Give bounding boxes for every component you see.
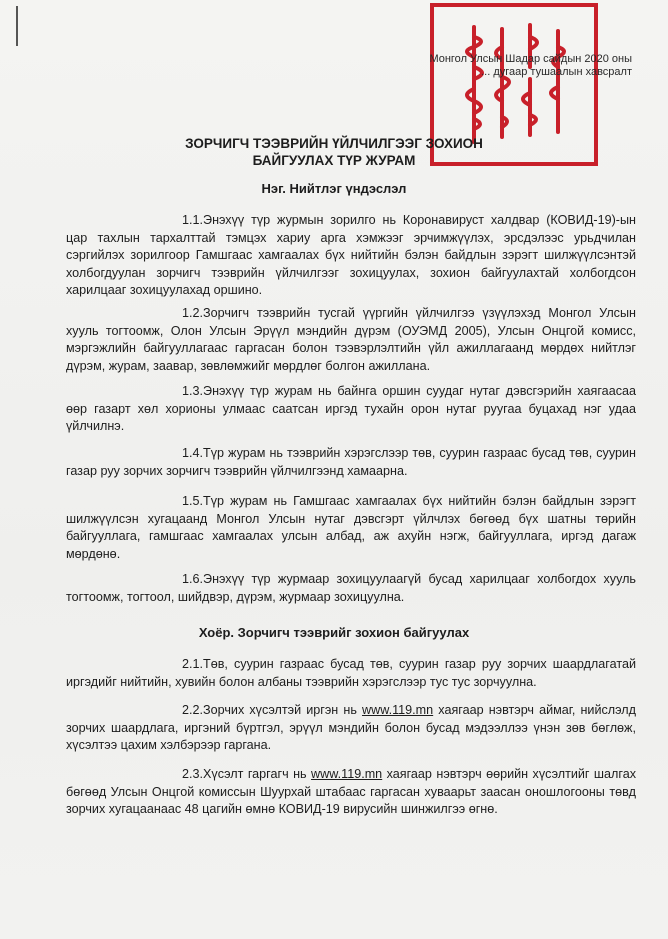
paragraph-1-2 bbox=[66, 305, 636, 375]
website-link[interactable]: www.119.mn bbox=[362, 703, 434, 717]
scan-edge-mark bbox=[16, 6, 18, 46]
paragraph-1-3 bbox=[66, 383, 636, 436]
paragraph-number: 2.2. bbox=[182, 703, 204, 717]
website-link[interactable]: www.119.mn bbox=[311, 767, 383, 781]
paragraph-1-5 bbox=[66, 493, 636, 563]
paragraph-text: Түр журам нь тээврийн хэрэгслээр төв, суурин газраас бусад төв, суурин газар руу зорчих зорчигч тээврийн үйлчилгээнд хамаарна. bbox=[66, 446, 636, 478]
paragraph-text-after-link: хаягаар нэвтэрч өөрийн хүсэлтийг шалгах бөгөөд Улсын Онцгой комиссын Шуурхай штабаас гаргасан хуваарьт заасан оношлогооны төвд зорчих хугацаанаас 48 цагийн өмнө КОВИД-19 вирусийн шинжилгээ өгнө. bbox=[66, 767, 637, 817]
section1-heading: Нэг. Нийтлэг үндэслэл bbox=[261, 181, 407, 196]
paragraph-2-2 bbox=[66, 702, 636, 755]
paragraph-number: 1.5. bbox=[182, 494, 204, 508]
paragraph-number: 1.4. bbox=[182, 446, 204, 460]
paragraph-number: 1.1. bbox=[182, 213, 204, 227]
paragraph-text: Энэхүү түр журам нь байнга оршин суудаг нутаг дэвсгэрийн хаягаасаа өөр газарт хөл хорионы улмаас саатсан иргэд тухайн орон нутаг руугаа буцахад нэг удаа үйлчилнэ. bbox=[66, 384, 636, 434]
title-line2: БАЙГУУЛАХ ТҮР ЖУРАМ bbox=[252, 153, 416, 168]
paragraph-text: Энэхүү түр журмаар зохицуулаагүй бусад харилцааг холбогдох хууль тогтоомж, тогтоол, шийдвэр, дүрэм, журмаар зохицуулна. bbox=[66, 572, 636, 604]
paragraph-number: 2.3. bbox=[182, 767, 204, 781]
paragraph-number: 2.1. bbox=[182, 657, 204, 671]
paragraph-text-before-link: Хүсэлт гаргагч нь bbox=[203, 767, 312, 781]
paragraph-text-before-link: Зорчих хүсэлтэй иргэн нь bbox=[203, 703, 362, 717]
paragraph-2-1 bbox=[66, 656, 636, 691]
paragraph-1-1 bbox=[66, 212, 636, 300]
paragraph-2-3 bbox=[66, 766, 636, 819]
paragraph-number: 1.6. bbox=[182, 572, 204, 586]
paragraph-text: Энэхүү түр журмын зорилго нь Коронавируст халдвар (КОВИД-19)-ын цар тахлын тархалттай тэмцэх хариу арга хэмжээг эрчимжүүлэх, эрсдэлээс урьдчилан сэргийлэх зорилгоор Гамшгаас хамгаалах бүх нийтийн бэлэн байдлын зэрэгт шилжүүлсэнтэй холбогдуулан зорчигч тээврийн үйлчилгээг зохицуулах, зохион байгуулахтай холбогдсон харилцааг зохицуулахад оршино. bbox=[66, 213, 636, 298]
paragraph-1-4 bbox=[66, 445, 636, 480]
order-reference-line1: Монгол Улсын Шадар сайдын 2020 оны bbox=[429, 53, 632, 65]
paragraph-text: Зорчигч тээврийн тусгай үүргийн үйлчилгээ үзүүлэхэд Монгол Улсын хууль тогтоомж, Олон Улсын Эрүүл мэндийн дүрэм (ОУЭМД 2005), Улсын Онцгой комисс, мэргэжлийн байгууллагаас гаргасан болон тээвэрлэлтийн үйл ажиллагаанд мөрдөх нийтлэг дүрэм, журам, заавар, зөвлөмжийг мөрдлөг болгон ажиллана. bbox=[66, 306, 636, 373]
paragraph-number: 1.2. bbox=[182, 306, 204, 320]
paragraph-number: 1.3. bbox=[182, 384, 204, 398]
order-reference bbox=[429, 53, 632, 79]
section2-heading: Хоёр. Зорчигч тээврийг зохион байгуулах bbox=[198, 625, 470, 640]
title-line1: ЗОРЧИГЧ ТЭЭВРИЙН ҮЙЛЧИЛГЭЭГ ЗОХИОН bbox=[185, 136, 483, 151]
order-reference-line2: ... дугаар тушаалын хавсралт bbox=[481, 66, 632, 78]
paragraph-1-6 bbox=[66, 571, 636, 606]
paragraph-text: Төв, суурин газраас бусад төв, суурин газар руу зорчих шаардлагатай иргэдийг нийтийн, хувийн болон албаны тээврийн хэрэгслээр тус тус зорчуулна. bbox=[66, 657, 636, 689]
paragraph-text-after-link: хаягаар нэвтэрч аймаг, нийслэлд зорчих шаардлага, иргэний бүртгэл, эрүүл мэндийн болон бусад мэдээллээ үнэн зөв бөглөж, хүсэлтээ цахим хэлбэрээр гаргана. bbox=[66, 703, 636, 753]
paragraph-text: Түр журам нь Гамшгаас хамгаалах бүх нийтийн бэлэн байдлын зэрэгт шилжүүлсэн хугацаанд Монгол Улсын нутаг дэвсгэрт үйлчлэх бөгөөд бүх шатны төрийн байгууллага, гамшгаас хамгаалах улсын албад, аж ахуйн нэгж, байгууллага, иргэд дагаж мөрдөнө. bbox=[66, 494, 636, 561]
document-title bbox=[0, 135, 668, 169]
